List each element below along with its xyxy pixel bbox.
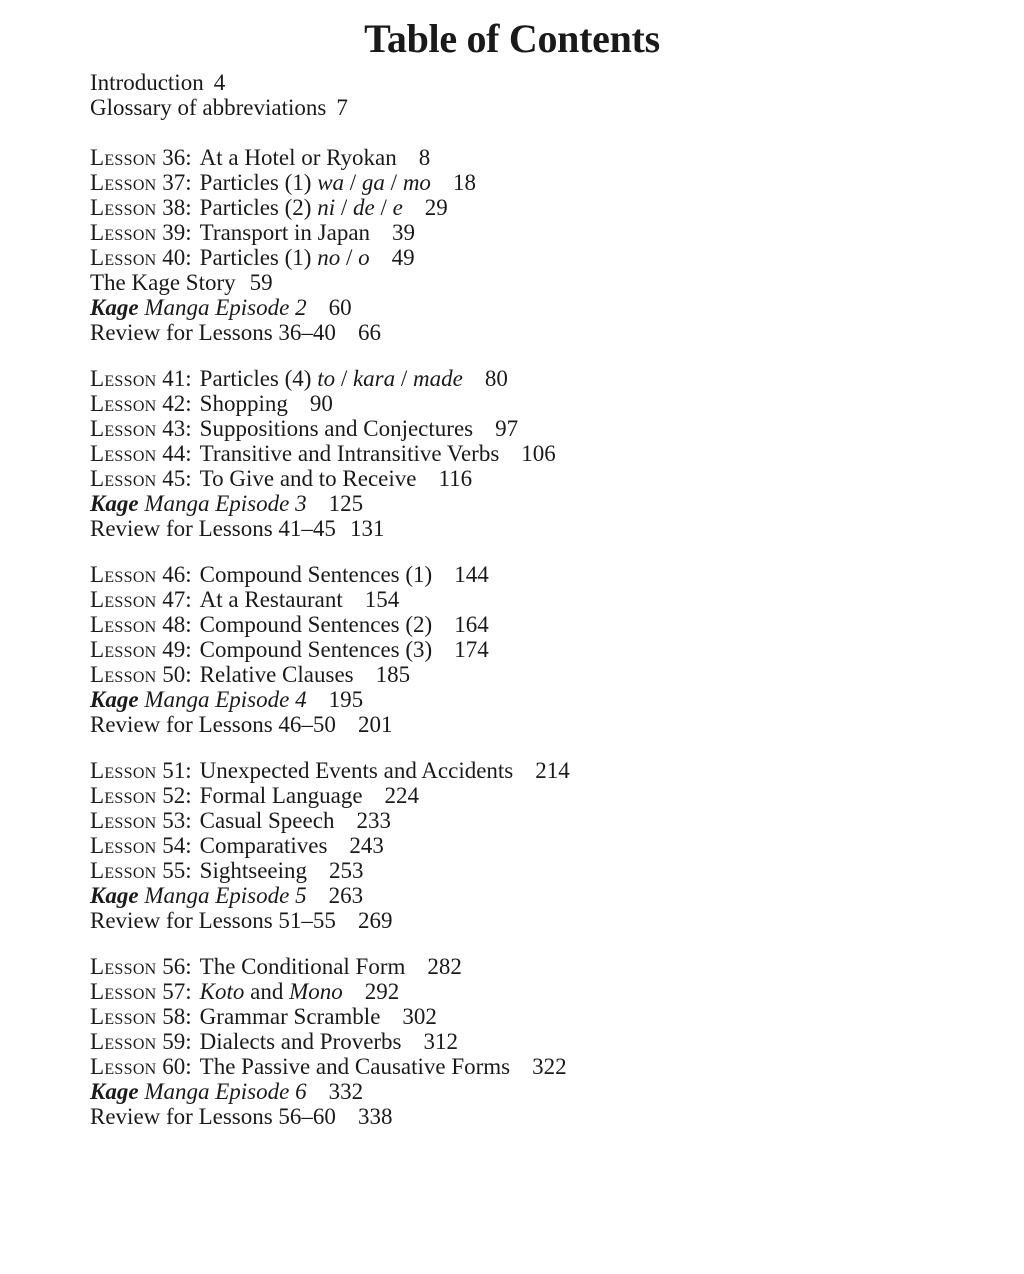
lesson-number: 46: bbox=[162, 562, 192, 587]
manga-kage: Kage bbox=[90, 883, 139, 908]
toc-entry-lesson-52[interactable] bbox=[90, 783, 970, 808]
entry-label: Glossary of abbreviations bbox=[90, 95, 327, 120]
lesson-word: Lesson bbox=[90, 441, 157, 466]
toc-entry-lesson-60[interactable] bbox=[90, 1054, 970, 1079]
manga-episode: Manga Episode 5 bbox=[144, 883, 307, 908]
lesson-word: Lesson bbox=[90, 858, 157, 883]
lesson-word: Lesson bbox=[90, 612, 157, 637]
lesson-title-term: Koto bbox=[199, 979, 245, 1004]
lesson-page: 282 bbox=[427, 954, 462, 979]
lesson-number: 57: bbox=[162, 979, 192, 1004]
lesson-word: Lesson bbox=[90, 245, 157, 270]
lesson-number: 51: bbox=[162, 758, 192, 783]
entry-label: Review for Lessons 36–40 bbox=[90, 320, 336, 345]
section-gap bbox=[90, 541, 970, 562]
lesson-word: Lesson bbox=[90, 783, 157, 808]
lesson-title-part: Particles (1) bbox=[199, 245, 318, 270]
lesson-number: 48: bbox=[162, 612, 192, 637]
lesson-word: Lesson bbox=[90, 1029, 157, 1054]
lesson-number: 37: bbox=[162, 170, 192, 195]
lesson-title: To Give and to Receive bbox=[199, 466, 417, 491]
toc-entry-lesson-46[interactable] bbox=[90, 562, 970, 587]
lesson-number: 44: bbox=[162, 441, 192, 466]
toc-entry-manga-episode-6[interactable] bbox=[90, 1079, 970, 1104]
toc-entry-manga-episode-3[interactable] bbox=[90, 491, 970, 516]
lesson-title-sep: / bbox=[374, 195, 393, 220]
lesson-page: 39 bbox=[392, 220, 416, 245]
lesson-title-particle: e bbox=[392, 195, 403, 220]
toc-entry-lesson-36[interactable] bbox=[90, 145, 970, 170]
lesson-title: At a Hotel or Ryokan bbox=[199, 145, 397, 170]
lesson-number: 60: bbox=[162, 1054, 192, 1079]
lesson-number: 52: bbox=[162, 783, 192, 808]
lesson-title-particle: mo bbox=[402, 170, 431, 195]
toc-entry-review-36-40[interactable] bbox=[90, 320, 970, 345]
toc-entry-lesson-51[interactable] bbox=[90, 758, 970, 783]
lesson-word: Lesson bbox=[90, 954, 157, 979]
toc-entry-lesson-38[interactable] bbox=[90, 195, 970, 220]
entry-page: 66 bbox=[357, 320, 381, 345]
entry-page: 201 bbox=[357, 712, 393, 737]
lesson-title: Comparatives bbox=[199, 833, 328, 858]
lesson-title: Dialects and Proverbs bbox=[199, 1029, 402, 1054]
entry-label: Review for Lessons 41–45 bbox=[90, 516, 336, 541]
lesson-word: Lesson bbox=[90, 416, 157, 441]
lesson-title-sep: / bbox=[384, 170, 403, 195]
lesson-number: 36: bbox=[162, 145, 192, 170]
lesson-page: 253 bbox=[329, 858, 364, 883]
toc-entry-manga-episode-5[interactable] bbox=[90, 883, 970, 908]
lesson-number: 42: bbox=[162, 391, 192, 416]
lesson-number: 53: bbox=[162, 808, 192, 833]
entry-page: 338 bbox=[357, 1104, 393, 1129]
toc-entry-lesson-48[interactable] bbox=[90, 612, 970, 637]
lesson-title: Shopping bbox=[199, 391, 288, 416]
toc-entry-lesson-58[interactable] bbox=[90, 1004, 970, 1029]
lesson-title-particle: to bbox=[317, 366, 336, 391]
lesson-title-particle: ga bbox=[361, 170, 385, 195]
lesson-word: Lesson bbox=[90, 195, 157, 220]
lesson-word: Lesson bbox=[90, 833, 157, 858]
lesson-page: 18 bbox=[452, 170, 476, 195]
lesson-page: 302 bbox=[402, 1004, 437, 1029]
lesson-word: Lesson bbox=[90, 366, 157, 391]
toc-entry-lesson-39[interactable] bbox=[90, 220, 970, 245]
lesson-word: Lesson bbox=[90, 1004, 157, 1029]
lesson-number: 45: bbox=[162, 466, 192, 491]
lesson-title: Compound Sentences (2) bbox=[199, 612, 433, 637]
entry-label: Review for Lessons 51–55 bbox=[90, 908, 336, 933]
lesson-page: 49 bbox=[391, 245, 415, 270]
lesson-title: Suppositions and Conjectures bbox=[199, 416, 474, 441]
lesson-title-particle: kara bbox=[352, 366, 396, 391]
toc-entry-lesson-56[interactable] bbox=[90, 954, 970, 979]
lesson-title: Formal Language bbox=[199, 783, 363, 808]
lesson-word: Lesson bbox=[90, 1054, 157, 1079]
entry-page: 4 bbox=[213, 70, 226, 95]
lesson-title: The Conditional Form bbox=[199, 954, 406, 979]
toc-section-5 bbox=[90, 954, 970, 1129]
lesson-number: 41: bbox=[162, 366, 192, 391]
lesson-word: Lesson bbox=[90, 220, 157, 245]
manga-kage: Kage bbox=[90, 295, 139, 320]
entry-page: 59 bbox=[249, 270, 273, 295]
toc-entry-lesson-50[interactable] bbox=[90, 662, 970, 687]
toc-entry-review-51-55[interactable] bbox=[90, 908, 970, 933]
lesson-word: Lesson bbox=[90, 391, 157, 416]
section-gap bbox=[90, 345, 970, 366]
lesson-word: Lesson bbox=[90, 758, 157, 783]
toc-entry-manga-episode-2[interactable] bbox=[90, 295, 970, 320]
manga-episode: Manga Episode 2 bbox=[144, 295, 307, 320]
entry-page: 332 bbox=[328, 1079, 364, 1104]
toc-section-4 bbox=[90, 758, 970, 933]
lesson-page: 185 bbox=[375, 662, 411, 687]
lesson-title-sep: / bbox=[395, 366, 414, 391]
toc-entry-review-46-50[interactable] bbox=[90, 712, 970, 737]
manga-kage: Kage bbox=[90, 491, 139, 516]
lesson-title-particle: ni bbox=[317, 195, 336, 220]
toc-entry-lesson-42[interactable] bbox=[90, 391, 970, 416]
lesson-title-sep: / bbox=[344, 170, 362, 195]
lesson-title: The Passive and Causative Forms bbox=[199, 1054, 511, 1079]
lesson-page: 144 bbox=[454, 562, 489, 587]
lesson-title: Grammar Scramble bbox=[199, 1004, 381, 1029]
lesson-word: Lesson bbox=[90, 637, 157, 662]
toc-entry-lesson-44[interactable] bbox=[90, 441, 970, 466]
lesson-number: 39: bbox=[162, 220, 192, 245]
lesson-page: 164 bbox=[454, 612, 489, 637]
entry-label: Introduction bbox=[90, 70, 204, 95]
lesson-word: Lesson bbox=[90, 662, 157, 687]
manga-kage: Kage bbox=[90, 687, 139, 712]
toc-entry-review-41-45[interactable] bbox=[90, 516, 970, 541]
toc-entry-lesson-55[interactable] bbox=[90, 858, 970, 883]
lesson-title: Transitive and Intransitive Verbs bbox=[199, 441, 500, 466]
manga-kage: Kage bbox=[90, 1079, 139, 1104]
lesson-number: 55: bbox=[162, 858, 192, 883]
lesson-word: Lesson bbox=[90, 808, 157, 833]
lesson-title-sep: / bbox=[335, 195, 353, 220]
page-title: Table of Contents bbox=[364, 16, 660, 61]
lesson-title: Unexpected Events and Accidents bbox=[199, 758, 514, 783]
entry-label: The Kage Story bbox=[90, 270, 236, 295]
lesson-number: 38: bbox=[162, 195, 192, 220]
lesson-title: Compound Sentences (1) bbox=[199, 562, 433, 587]
lesson-page: 322 bbox=[532, 1054, 567, 1079]
lesson-word: Lesson bbox=[90, 979, 157, 1004]
lesson-number: 47: bbox=[162, 587, 192, 612]
lesson-title-particle: made bbox=[413, 366, 463, 391]
entry-page: 60 bbox=[328, 295, 352, 320]
lesson-number: 58: bbox=[162, 1004, 192, 1029]
lesson-word: Lesson bbox=[90, 587, 157, 612]
lesson-page: 8 bbox=[418, 145, 431, 170]
toc-entry-lesson-53[interactable] bbox=[90, 808, 970, 833]
entry-page: 195 bbox=[328, 687, 364, 712]
lesson-page: 80 bbox=[484, 366, 508, 391]
lesson-number: 50: bbox=[162, 662, 192, 687]
toc-entry-lesson-37[interactable] bbox=[90, 170, 970, 195]
lesson-word: Lesson bbox=[90, 466, 157, 491]
lesson-title-sep: / bbox=[335, 366, 353, 391]
lesson-title-particle: wa bbox=[317, 170, 345, 195]
lesson-title: At a Restaurant bbox=[199, 587, 343, 612]
toc-entry-lesson-41[interactable] bbox=[90, 366, 970, 391]
lesson-title: Sightseeing bbox=[199, 858, 308, 883]
toc-entry-lesson-57[interactable] bbox=[90, 979, 970, 1004]
toc-section-1 bbox=[90, 145, 970, 345]
toc-list bbox=[90, 70, 970, 1129]
lesson-number: 40: bbox=[162, 245, 192, 270]
toc-section-2 bbox=[90, 366, 970, 541]
lesson-title-term: Mono bbox=[289, 979, 343, 1004]
lesson-page: 312 bbox=[423, 1029, 459, 1054]
section-gap bbox=[90, 933, 970, 954]
lesson-page: 174 bbox=[454, 637, 489, 662]
toc-entry-manga-episode-4[interactable] bbox=[90, 687, 970, 712]
entry-page: 269 bbox=[357, 908, 393, 933]
lesson-page: 116 bbox=[438, 466, 473, 491]
lesson-word: Lesson bbox=[90, 145, 157, 170]
toc-entry-glossary[interactable] bbox=[90, 95, 970, 120]
lesson-number: 56: bbox=[162, 954, 192, 979]
toc-entry-review-56-60[interactable] bbox=[90, 1104, 970, 1129]
lesson-page: 154 bbox=[364, 587, 400, 612]
manga-episode: Manga Episode 6 bbox=[144, 1079, 307, 1104]
toc-section-3 bbox=[90, 562, 970, 737]
toc-entry-kage-story[interactable] bbox=[90, 270, 970, 295]
toc-entry-lesson-47[interactable] bbox=[90, 587, 970, 612]
lesson-word: Lesson bbox=[90, 562, 157, 587]
entry-page: 125 bbox=[328, 491, 364, 516]
manga-episode: Manga Episode 4 bbox=[144, 687, 307, 712]
entry-label: Review for Lessons 46–50 bbox=[90, 712, 336, 737]
lesson-page: 243 bbox=[349, 833, 384, 858]
lesson-number: 54: bbox=[162, 833, 192, 858]
lesson-page: 106 bbox=[521, 441, 556, 466]
lesson-title-part: and bbox=[244, 979, 290, 1004]
toc-entry-lesson-49[interactable] bbox=[90, 637, 970, 662]
lesson-page: 214 bbox=[535, 758, 570, 783]
toc-entry-lesson-54[interactable] bbox=[90, 833, 970, 858]
toc-entry-lesson-43[interactable] bbox=[90, 416, 970, 441]
toc-entry-introduction[interactable] bbox=[90, 70, 970, 95]
lesson-page: 97 bbox=[495, 416, 519, 441]
manga-episode: Manga Episode 3 bbox=[144, 491, 307, 516]
entry-label: Review for Lessons 56–60 bbox=[90, 1104, 336, 1129]
lesson-title-part: Particles (1) bbox=[199, 170, 318, 195]
lesson-page: 90 bbox=[309, 391, 333, 416]
lesson-title: Relative Clauses bbox=[199, 662, 354, 687]
lesson-title: Casual Speech bbox=[199, 808, 335, 833]
lesson-page: 233 bbox=[356, 808, 391, 833]
toc-entry-lesson-40[interactable] bbox=[90, 245, 970, 270]
lesson-page: 29 bbox=[424, 195, 448, 220]
entry-page: 131 bbox=[349, 516, 385, 541]
lesson-title: Transport in Japan bbox=[199, 220, 371, 245]
section-gap bbox=[90, 737, 970, 758]
lesson-page: 292 bbox=[364, 979, 400, 1004]
lesson-word: Lesson bbox=[90, 170, 157, 195]
toc-entry-lesson-59[interactable] bbox=[90, 1029, 970, 1054]
lesson-title-particle: no bbox=[317, 245, 341, 270]
lesson-page: 224 bbox=[384, 783, 420, 808]
section-gap bbox=[90, 120, 970, 145]
lesson-number: 59: bbox=[162, 1029, 192, 1054]
toc-entry-lesson-45[interactable] bbox=[90, 466, 970, 491]
lesson-title-particle: o bbox=[358, 245, 370, 270]
entry-page: 7 bbox=[336, 95, 348, 120]
lesson-number: 43: bbox=[162, 416, 192, 441]
lesson-title-part: Particles (4) bbox=[199, 366, 318, 391]
lesson-title: Compound Sentences (3) bbox=[199, 637, 433, 662]
entry-page: 263 bbox=[328, 883, 364, 908]
lesson-number: 49: bbox=[162, 637, 192, 662]
lesson-title-part: Particles (2) bbox=[199, 195, 318, 220]
lesson-title-particle: de bbox=[352, 195, 375, 220]
lesson-title-sep: / bbox=[340, 245, 359, 270]
